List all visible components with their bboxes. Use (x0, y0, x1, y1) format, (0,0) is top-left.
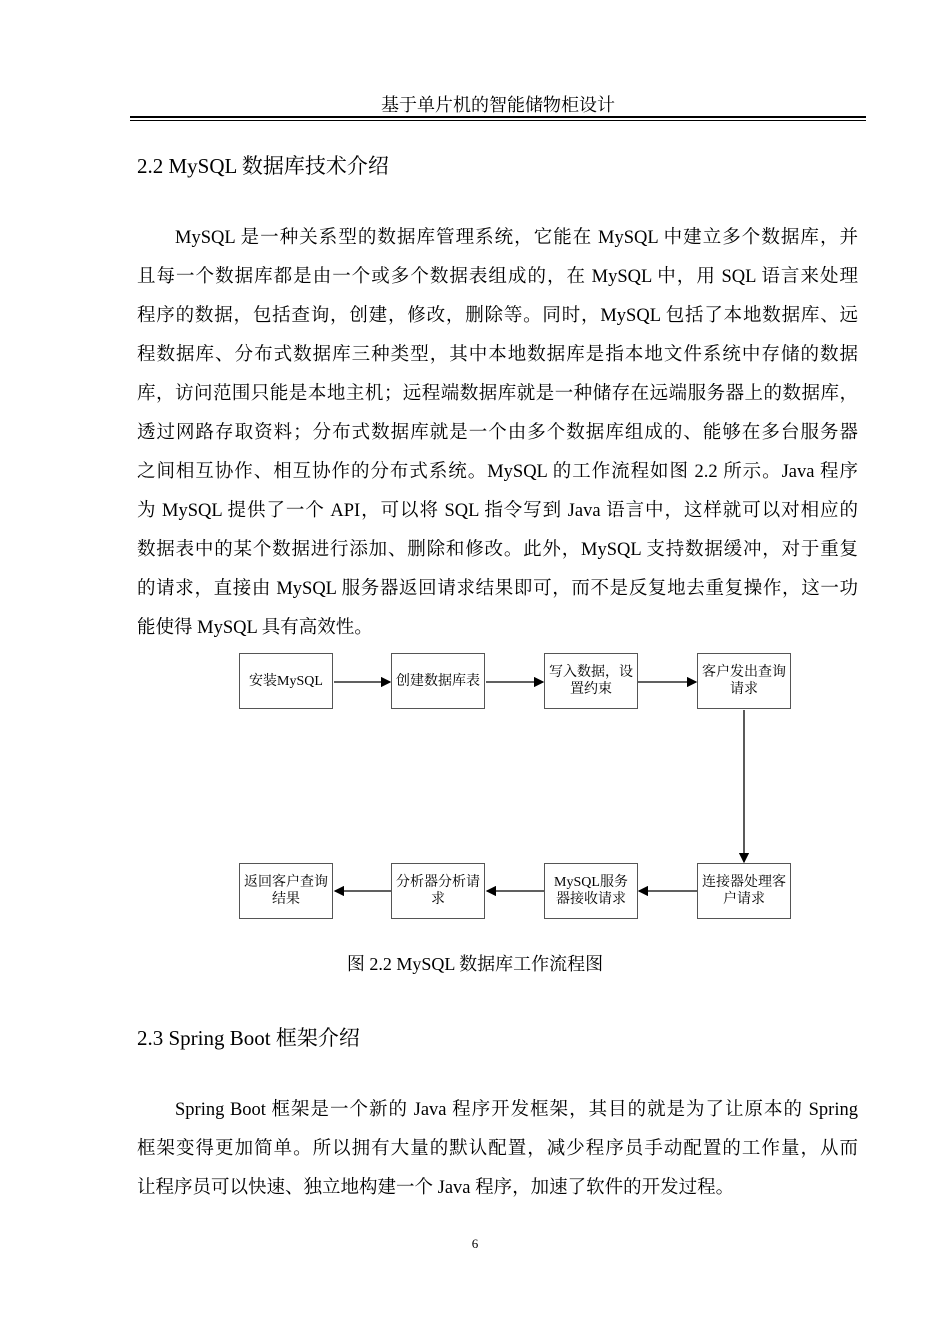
running-header: 基于单片机的智能储物柜设计 (381, 95, 615, 115)
paragraph-line: 的请求，直接由 MySQL 服务器返回请求结果即可，而不是反复地去重复操作，这一功 (137, 579, 858, 599)
page-number: 6 (471, 1236, 479, 1251)
flow-step-write-data: 写入数据，设置约束 (544, 653, 638, 709)
flow-step-connector: 连接器处理客户请求 (697, 863, 791, 919)
flow-step-create-table: 创建数据库表 (391, 653, 485, 709)
paragraph-line: 为 MySQL 提供了一个 API，可以将 SQL 指令写到 Java 语言中，这样就可以对相应的 (137, 501, 858, 521)
paragraph-line: 程数据库、分布式数据库三种类型，其中本地数据库是指本地文件系统中存储的数据 (137, 345, 858, 365)
paragraph-line: 能使得 MySQL 具有高效性。 (137, 618, 373, 638)
paragraph-line: Spring Boot 框架是一个新的 Java 程序开发框架，其目的就是为了让原本的 Spring (175, 1100, 858, 1120)
paragraph-line: 数据表中的某个数据进行添加、删除和修改。此外，MySQL 支持数据缓冲，对于重复 (137, 540, 858, 560)
paragraph-line: 透过网路存取资料；分布式数据库就是一个由多个数据库组成的、能够在多台服务器 (137, 423, 858, 443)
paragraph-line: 之间相互协作、相互协作的分布式系统。MySQL 的工作流程如图 2.2 所示。Java 程序 (137, 462, 858, 482)
paragraph-line: 让程序员可以快速、独立地构建一个 Java 程序，加速了软件的开发过程。 (137, 1178, 735, 1198)
paragraph-line: 程序的数据，包括查询，创建，修改，删除等。同时，MySQL 包括了本地数据库、远 (137, 306, 858, 326)
figure-caption: 图 2.2 MySQL 数据库工作流程图 (346, 954, 604, 974)
flow-step-install: 安装MySQL (239, 653, 333, 709)
section-heading-2-3: 2.3 Spring Boot 框架介绍 (137, 1026, 360, 1050)
flow-step-client-query: 客户发出查询请求 (697, 653, 791, 709)
flow-step-server-receive: MySQL服务器接收请求 (544, 863, 638, 919)
paragraph-line: 且每一个数据库都是由一个或多个数据表组成的，在 MySQL 中，用 SQL 语言来处理 (137, 267, 858, 287)
paragraph-line: 库，访问范围只能是本地主机；远程端数据库就是一种储存在远端服务器上的数据库， (137, 384, 858, 404)
paragraph-line: 框架变得更加简单。所以拥有大量的默认配置，减少程序员手动配置的工作量，从而 (137, 1139, 858, 1159)
section-heading-2-2: 2.2 MySQL 数据库技术介绍 (137, 154, 389, 178)
paragraph-line: MySQL 是一种关系型的数据库管理系统，它能在 MySQL 中建立多个数据库，并 (175, 228, 858, 248)
flow-step-analyzer: 分析器分析请求 (391, 863, 485, 919)
flow-step-return-result: 返回客户查询结果 (239, 863, 333, 919)
